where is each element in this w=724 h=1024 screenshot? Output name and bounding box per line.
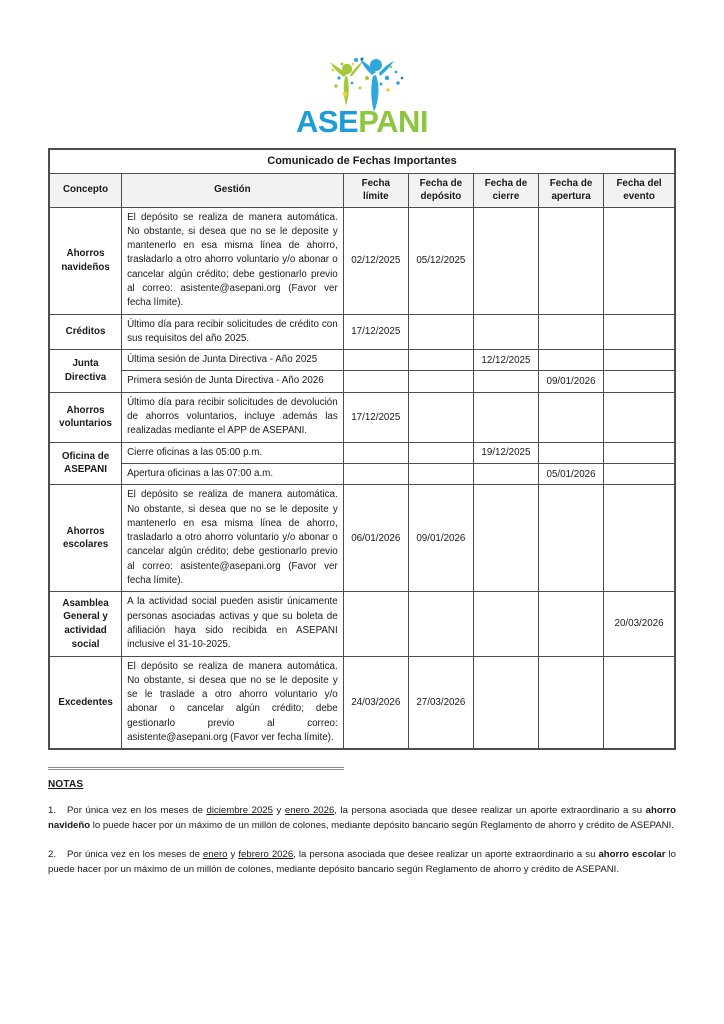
column-header-fecha-apertura: Fecha de apertura [539, 173, 604, 207]
note-text-segment: , la persona asociada que desee realizar un aporte extraordinario a su [293, 849, 599, 861]
column-header-fecha-limite: Fecha límite [343, 173, 408, 207]
cell-gestion: Cierre oficinas a las 05:00 p.m. [122, 442, 344, 463]
cell-fecha-evento [604, 350, 675, 371]
cell-fecha-deposito [408, 350, 473, 371]
cell-fecha-cierre [473, 314, 538, 350]
document-content [48, 148, 676, 878]
logo-wordmark [0, 106, 724, 137]
note-text-segment: y [227, 849, 239, 861]
note-text-segment: Por única vez en los meses de [67, 805, 207, 817]
cell-fecha-apertura [539, 592, 604, 656]
table-row [49, 350, 675, 371]
cell-fecha-cierre [473, 592, 538, 656]
cell-gestion: El depósito se realiza de manera automática. No obstante, si desea que no se le deposite y mantenerlo en esa misma línea de ahorro, trasladarlo a otro ahorro voluntario y/o abonar o cancelar algún crédito; debe gestionarlo previo al correo: asistente@asepani.org (Favor ver fecha límite). [122, 485, 344, 592]
note-number: 2. [48, 849, 57, 861]
table-row [49, 592, 675, 656]
note-text-segment: Por única vez en los meses de [67, 849, 203, 861]
cell-fecha-apertura [539, 442, 604, 463]
cell-fecha-apertura [539, 392, 604, 442]
cell-fecha-limite [343, 350, 408, 371]
cell-fecha-apertura [539, 485, 604, 592]
cell-fecha-limite [343, 371, 408, 392]
cell-gestion: El depósito se realiza de manera automática. No obstante, si desea que no se le deposite y se le traslade a otro ahorro voluntario y/o abonar o cancelar algún crédito; debe gestionarlo previo al correo: asistente@asepani.org (Favor ver fecha límite). [122, 656, 344, 749]
table-body [49, 207, 675, 749]
cell-concepto: Asamblea General y actividad social [49, 592, 122, 656]
cell-fecha-apertura [539, 207, 604, 314]
column-header-fecha-cierre: Fecha de cierre [473, 173, 538, 207]
cell-gestion: Último día para recibir solicitudes de devolución de ahorros voluntarios, incluye además las realizadas mediante el APP de ASEPANI. [122, 392, 344, 442]
cell-fecha-evento [604, 392, 675, 442]
cell-fecha-apertura [539, 314, 604, 350]
cell-fecha-cierre [473, 207, 538, 314]
table-row [49, 656, 675, 749]
note-item [48, 848, 676, 878]
cell-fecha-cierre: 12/12/2025 [473, 350, 538, 371]
table-row [49, 442, 675, 463]
cell-fecha-evento: 20/03/2026 [604, 592, 675, 656]
column-header-fecha-evento: Fecha del evento [604, 173, 675, 207]
cell-fecha-deposito [408, 592, 473, 656]
asepani-logo [0, 56, 724, 137]
cell-fecha-deposito [408, 442, 473, 463]
logo-text-pani: PANI [358, 104, 428, 139]
cell-fecha-limite: 02/12/2025 [343, 207, 408, 314]
cell-fecha-apertura [539, 350, 604, 371]
cell-fecha-deposito: 09/01/2026 [408, 485, 473, 592]
note-text-segment: enero 2026 [284, 805, 335, 817]
cell-gestion: Apertura oficinas a las 07:00 a.m. [122, 463, 344, 484]
section-divider [48, 767, 344, 770]
cell-fecha-cierre [473, 485, 538, 592]
table-row [49, 207, 675, 314]
cell-fecha-limite [343, 442, 408, 463]
cell-fecha-evento [604, 442, 675, 463]
cell-fecha-apertura [539, 656, 604, 749]
cell-fecha-deposito: 05/12/2025 [408, 207, 473, 314]
column-header-concepto: Concepto [49, 173, 122, 207]
cell-fecha-limite: 17/12/2025 [343, 314, 408, 350]
cell-gestion: El depósito se realiza de manera automática. No obstante, si desea que no se le deposite y mantenerlo en esa misma línea de ahorro, trasladarlo a otro ahorro voluntario y/o abonar o cancelar algún crédito; debe gestionarlo previo al correo: asistente@asepani.org (Favor ver fecha límite). [122, 207, 344, 314]
table-title: Comunicado de Fechas Importantes [49, 149, 675, 173]
cell-fecha-limite: 06/01/2026 [343, 485, 408, 592]
notes-list [48, 804, 676, 877]
table-row [49, 485, 675, 592]
cell-fecha-evento [604, 463, 675, 484]
note-number: 1. [48, 805, 57, 817]
cell-fecha-cierre: 19/12/2025 [473, 442, 538, 463]
note-text-segment: enero [202, 849, 228, 861]
note-text-segment: , la persona asociada que desee realizar un aporte extraordinario a su [334, 805, 646, 817]
fechas-importantes-table [48, 148, 676, 750]
logo-text-ase: ASE [295, 104, 359, 139]
cell-fecha-deposito [408, 463, 473, 484]
cell-fecha-deposito: 27/03/2026 [408, 656, 473, 749]
cell-fecha-cierre [473, 463, 538, 484]
cell-gestion: A la actividad social pueden asistir únicamente personas asociadas activas y que su boleta de afiliación haya sido recibida en ASEPANI inclusive el 31-10-2025. [122, 592, 344, 656]
table-row [49, 392, 675, 442]
cell-gestion: Último día para recibir solicitudes de crédito con sus requisitos del año 2025. [122, 314, 344, 350]
cell-fecha-cierre [473, 371, 538, 392]
cell-fecha-evento [604, 371, 675, 392]
cell-fecha-limite: 17/12/2025 [343, 392, 408, 442]
cell-fecha-evento [604, 485, 675, 592]
table-row [49, 314, 675, 350]
table-title-row [49, 149, 675, 173]
cell-fecha-evento [604, 656, 675, 749]
cell-fecha-deposito [408, 392, 473, 442]
cell-fecha-evento [604, 207, 675, 314]
note-text-segment: ahorro escolar [598, 849, 666, 861]
cell-fecha-limite: 24/03/2026 [343, 656, 408, 749]
cell-fecha-evento [604, 314, 675, 350]
note-text-segment: diciembre 2025 [206, 805, 273, 817]
note-text-segment: y [272, 805, 285, 817]
cell-fecha-apertura: 05/01/2026 [539, 463, 604, 484]
cell-gestion: Primera sesión de Junta Directiva - Año 2026 [122, 371, 344, 392]
column-header-fecha-deposito: Fecha de depósito [408, 173, 473, 207]
cell-concepto: Ahorros escolares [49, 485, 122, 592]
cell-fecha-deposito [408, 314, 473, 350]
table-row [49, 371, 675, 392]
cell-concepto: Excedentes [49, 656, 122, 749]
cell-fecha-limite [343, 592, 408, 656]
table-header-row [49, 173, 675, 207]
table-row [49, 463, 675, 484]
note-item [48, 804, 676, 834]
cell-concepto: Ahorros voluntarios [49, 392, 122, 442]
cell-concepto: Ahorros navideños [49, 207, 122, 314]
cell-fecha-cierre [473, 656, 538, 749]
cell-gestion: Última sesión de Junta Directiva - Año 2025 [122, 350, 344, 371]
cell-concepto: Créditos [49, 314, 122, 350]
cell-concepto: Junta Directiva [49, 350, 122, 393]
column-header-gestion: Gestión [122, 173, 344, 207]
note-text-segment: lo puede hacer por un máximo de un millón de colones, mediante depósito bancario según Reglamento de ahorro y crédito de ASEPANI. [48, 849, 676, 875]
cell-fecha-limite [343, 463, 408, 484]
cell-fecha-cierre [473, 392, 538, 442]
notes-heading: NOTAS [48, 779, 84, 791]
cell-fecha-apertura: 09/01/2026 [539, 371, 604, 392]
cell-fecha-deposito [408, 371, 473, 392]
note-text-segment: lo puede hacer por un máximo de un millón de colones, mediante depósito bancario según Reglamento de ahorro y crédito de ASEPANI. [90, 820, 674, 832]
note-text-segment: ahorro navideño [48, 805, 677, 832]
cell-concepto: Oficina de ASEPANI [49, 442, 122, 485]
note-text-segment: febrero 2026 [238, 849, 294, 861]
notes-section [48, 779, 676, 877]
